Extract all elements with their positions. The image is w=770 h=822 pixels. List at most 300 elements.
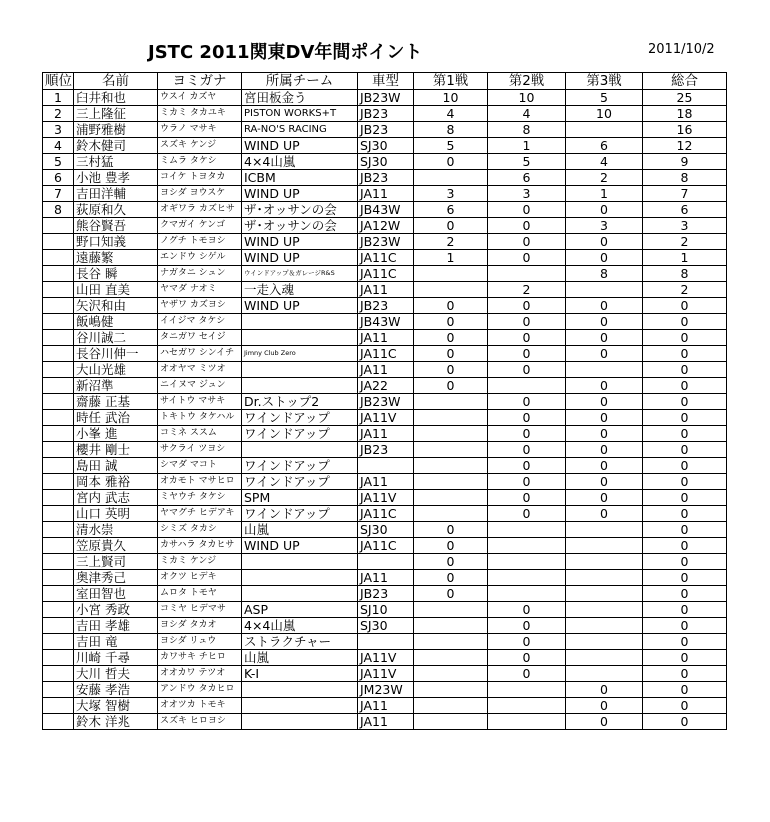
kana-cell: ノグチ トモヨシ xyxy=(158,234,242,250)
name-cell: 山口 英明 xyxy=(74,506,158,522)
total-cell: 0 xyxy=(643,330,727,346)
table-row xyxy=(43,474,727,490)
round1-cell: 0 xyxy=(414,554,488,570)
round2-cell: 0 xyxy=(488,602,566,618)
team-cell: ASP xyxy=(242,602,358,618)
team-cell xyxy=(242,442,358,458)
round2-cell: 6 xyxy=(488,170,566,186)
table-row xyxy=(43,698,727,714)
kana-cell: ミカミ タカユキ xyxy=(158,106,242,122)
kana-cell: トキトウ タケハル xyxy=(158,410,242,426)
team-cell: Dr.ストップ2 xyxy=(242,394,358,410)
team-cell: 山嵐 xyxy=(242,522,358,538)
team-cell: 4×4山嵐 xyxy=(242,618,358,634)
team-cell xyxy=(242,378,358,394)
name-cell: 三上賢司 xyxy=(74,554,158,570)
page-title: JSTC 2011関東DV年間ポイント xyxy=(148,42,423,63)
round1-cell: 0 xyxy=(414,586,488,602)
round1-cell xyxy=(414,634,488,650)
rank-cell xyxy=(43,474,74,490)
round2-cell: 0 xyxy=(488,650,566,666)
round3-cell xyxy=(566,282,643,298)
round3-cell: 0 xyxy=(566,698,643,714)
table-row xyxy=(43,378,727,394)
rank-cell xyxy=(43,618,74,634)
round3-cell: 6 xyxy=(566,138,643,154)
rank-cell xyxy=(43,634,74,650)
round2-cell: 0 xyxy=(488,394,566,410)
round1-cell: 0 xyxy=(414,378,488,394)
kana-cell: ミカミ ケンジ xyxy=(158,554,242,570)
rank-cell xyxy=(43,314,74,330)
car-cell: JB43W xyxy=(358,202,414,218)
team-cell: RA-NO'S RACING xyxy=(242,122,358,138)
round1-cell: 0 xyxy=(414,362,488,378)
table-row xyxy=(43,330,727,346)
total-cell: 12 xyxy=(643,138,727,154)
name-cell: 岡本 雅裕 xyxy=(74,474,158,490)
round1-cell xyxy=(414,474,488,490)
car-cell: JA11C xyxy=(358,266,414,282)
kana-cell: イイジマ タケシ xyxy=(158,314,242,330)
name-cell: 宮内 武志 xyxy=(74,490,158,506)
rank-cell xyxy=(43,602,74,618)
round3-cell xyxy=(566,650,643,666)
table-row xyxy=(43,218,727,234)
kana-cell: サイトウ マサキ xyxy=(158,394,242,410)
name-cell: 三村猛 xyxy=(74,154,158,170)
round1-cell: 3 xyxy=(414,186,488,202)
round1-cell: 0 xyxy=(414,570,488,586)
total-cell: 0 xyxy=(643,634,727,650)
round1-cell: 5 xyxy=(414,138,488,154)
total-cell: 8 xyxy=(643,170,727,186)
total-cell: 1 xyxy=(643,250,727,266)
round1-cell: 0 xyxy=(414,522,488,538)
col-round2-header: 第2戦 xyxy=(488,73,566,90)
table-row xyxy=(43,106,727,122)
total-cell: 0 xyxy=(643,618,727,634)
car-cell: JA11C xyxy=(358,538,414,554)
round1-cell xyxy=(414,490,488,506)
car-cell: JB23 xyxy=(358,122,414,138)
round3-cell xyxy=(566,538,643,554)
round2-cell xyxy=(488,538,566,554)
round3-cell: 0 xyxy=(566,378,643,394)
kana-cell: オギワラ カズヒサ xyxy=(158,202,242,218)
car-cell: JA11 xyxy=(358,714,414,730)
round2-cell: 0 xyxy=(488,330,566,346)
rank-cell xyxy=(43,586,74,602)
name-cell: 長谷川伸一 xyxy=(74,346,158,362)
team-cell xyxy=(242,714,358,730)
round3-cell: 0 xyxy=(566,474,643,490)
name-cell: 笠原貴久 xyxy=(74,538,158,554)
table-row xyxy=(43,314,727,330)
team-cell: ワインドアップ xyxy=(242,426,358,442)
round3-cell: 1 xyxy=(566,186,643,202)
team-cell: WIND UP xyxy=(242,138,358,154)
name-cell: 鈴木健司 xyxy=(74,138,158,154)
kana-cell: ヤマグチ ヒデアキ xyxy=(158,506,242,522)
name-cell: 時任 武治 xyxy=(74,410,158,426)
name-cell: 矢沢和由 xyxy=(74,298,158,314)
car-cell: JA11 xyxy=(358,570,414,586)
kana-cell: ニイヌマ ジュン xyxy=(158,378,242,394)
car-cell: JA11 xyxy=(358,282,414,298)
name-cell: 小池 豊孝 xyxy=(74,170,158,186)
round2-cell: 0 xyxy=(488,234,566,250)
name-cell: 川崎 千尋 xyxy=(74,650,158,666)
team-cell: 一走入魂 xyxy=(242,282,358,298)
rank-cell xyxy=(43,698,74,714)
kana-cell: スズキ ケンジ xyxy=(158,138,242,154)
round2-cell: 0 xyxy=(488,362,566,378)
name-cell: 櫻井 剛士 xyxy=(74,442,158,458)
rank-cell: 3 xyxy=(43,122,74,138)
team-cell xyxy=(242,698,358,714)
name-cell: 熊谷賢吾 xyxy=(74,218,158,234)
round1-cell xyxy=(414,394,488,410)
car-cell: JA11 xyxy=(358,474,414,490)
car-cell: JB23 xyxy=(358,298,414,314)
team-cell: Jimny Club Zero xyxy=(242,346,358,362)
team-cell: 山嵐 xyxy=(242,650,358,666)
points-table xyxy=(42,72,727,730)
rank-cell xyxy=(43,298,74,314)
car-cell: SJ30 xyxy=(358,138,414,154)
kana-cell: ナガタニ シュン xyxy=(158,266,242,282)
total-cell: 2 xyxy=(643,234,727,250)
round2-cell: 0 xyxy=(488,346,566,362)
rank-cell xyxy=(43,410,74,426)
round2-cell xyxy=(488,570,566,586)
round3-cell: 0 xyxy=(566,426,643,442)
rank-cell xyxy=(43,650,74,666)
total-cell: 16 xyxy=(643,122,727,138)
kana-cell: ミムラ タケシ xyxy=(158,154,242,170)
team-cell: SPM xyxy=(242,490,358,506)
total-cell: 0 xyxy=(643,650,727,666)
car-cell: JB23 xyxy=(358,170,414,186)
total-cell: 0 xyxy=(643,506,727,522)
round3-cell: 0 xyxy=(566,394,643,410)
rank-cell: 1 xyxy=(43,90,74,106)
rank-cell xyxy=(43,554,74,570)
team-cell xyxy=(242,682,358,698)
name-cell: 大川 哲夫 xyxy=(74,666,158,682)
total-cell: 0 xyxy=(643,538,727,554)
name-cell: 鈴木 洋兆 xyxy=(74,714,158,730)
round2-cell: 1 xyxy=(488,138,566,154)
name-cell: 荻原和久 xyxy=(74,202,158,218)
table-row xyxy=(43,266,727,282)
round2-cell: 0 xyxy=(488,218,566,234)
name-cell: 臼井和也 xyxy=(74,90,158,106)
total-cell: 0 xyxy=(643,378,727,394)
car-cell: SJ30 xyxy=(358,618,414,634)
car-cell: JA11 xyxy=(358,426,414,442)
rank-cell xyxy=(43,330,74,346)
team-cell xyxy=(242,330,358,346)
name-cell: 吉田洋輔 xyxy=(74,186,158,202)
car-cell: JB23W xyxy=(358,234,414,250)
team-cell xyxy=(242,314,358,330)
kana-cell: シマダ マコト xyxy=(158,458,242,474)
round1-cell: 0 xyxy=(414,330,488,346)
col-kana-header: ヨミガナ xyxy=(158,73,242,90)
car-cell: JB23W xyxy=(358,394,414,410)
round2-cell xyxy=(488,554,566,570)
table-row xyxy=(43,650,727,666)
total-cell: 6 xyxy=(643,202,727,218)
round2-cell: 4 xyxy=(488,106,566,122)
round1-cell: 0 xyxy=(414,538,488,554)
rank-cell xyxy=(43,682,74,698)
name-cell: 清水崇 xyxy=(74,522,158,538)
total-cell: 0 xyxy=(643,314,727,330)
kana-cell: コイケ トヨタカ xyxy=(158,170,242,186)
rank-cell xyxy=(43,266,74,282)
rank-cell xyxy=(43,714,74,730)
table-row xyxy=(43,250,727,266)
round1-cell xyxy=(414,666,488,682)
round2-cell: 5 xyxy=(488,154,566,170)
col-rank-header: 順位 xyxy=(43,73,74,90)
round2-cell: 0 xyxy=(488,298,566,314)
round2-cell xyxy=(488,522,566,538)
round2-cell: 2 xyxy=(488,282,566,298)
total-cell: 2 xyxy=(643,282,727,298)
table-row xyxy=(43,602,727,618)
round1-cell xyxy=(414,714,488,730)
table-row xyxy=(43,154,727,170)
table-row xyxy=(43,506,727,522)
total-cell: 0 xyxy=(643,586,727,602)
table-row xyxy=(43,570,727,586)
table-row xyxy=(43,490,727,506)
name-cell: 小峯 進 xyxy=(74,426,158,442)
round3-cell: 0 xyxy=(566,714,643,730)
rank-cell xyxy=(43,490,74,506)
document-date: 2011/10/2 xyxy=(648,42,715,57)
round1-cell: 2 xyxy=(414,234,488,250)
total-cell: 0 xyxy=(643,698,727,714)
name-cell: 遠藤繁 xyxy=(74,250,158,266)
round3-cell xyxy=(566,570,643,586)
total-cell: 18 xyxy=(643,106,727,122)
table-row xyxy=(43,298,727,314)
team-cell: WIND UP xyxy=(242,234,358,250)
kana-cell: カサハラ タカヒサ xyxy=(158,538,242,554)
round3-cell xyxy=(566,362,643,378)
round3-cell xyxy=(566,554,643,570)
name-cell: 島田 誠 xyxy=(74,458,158,474)
car-cell: JA11C xyxy=(358,346,414,362)
round1-cell: 8 xyxy=(414,122,488,138)
team-cell: WIND UP xyxy=(242,250,358,266)
car-cell: JB23 xyxy=(358,442,414,458)
round2-cell xyxy=(488,378,566,394)
round2-cell: 0 xyxy=(488,314,566,330)
table-row xyxy=(43,170,727,186)
kana-cell: ウスイ カズヤ xyxy=(158,90,242,106)
round3-cell: 0 xyxy=(566,234,643,250)
team-cell: ICBM xyxy=(242,170,358,186)
round2-cell: 0 xyxy=(488,490,566,506)
round3-cell: 0 xyxy=(566,442,643,458)
round3-cell: 0 xyxy=(566,410,643,426)
round1-cell xyxy=(414,682,488,698)
round3-cell: 0 xyxy=(566,298,643,314)
round2-cell: 0 xyxy=(488,506,566,522)
car-cell xyxy=(358,458,414,474)
total-cell: 0 xyxy=(643,714,727,730)
rank-cell xyxy=(43,346,74,362)
round2-cell: 0 xyxy=(488,202,566,218)
kana-cell: コミヤ ヒデマサ xyxy=(158,602,242,618)
round3-cell: 0 xyxy=(566,458,643,474)
rank-cell xyxy=(43,426,74,442)
team-cell: ウインドアップ＆ガレージR&S xyxy=(242,266,358,282)
kana-cell: オオヤマ ミツオ xyxy=(158,362,242,378)
round2-cell: 0 xyxy=(488,410,566,426)
team-cell: WIND UP xyxy=(242,186,358,202)
round2-cell: 0 xyxy=(488,634,566,650)
total-cell: 0 xyxy=(643,298,727,314)
round2-cell: 0 xyxy=(488,474,566,490)
kana-cell: オクツ ヒデキ xyxy=(158,570,242,586)
table-row xyxy=(43,586,727,602)
team-cell xyxy=(242,570,358,586)
round1-cell xyxy=(414,170,488,186)
car-cell: JA11V xyxy=(358,666,414,682)
car-cell: JA11V xyxy=(358,410,414,426)
round3-cell: 4 xyxy=(566,154,643,170)
round3-cell: 0 xyxy=(566,682,643,698)
round1-cell xyxy=(414,282,488,298)
car-cell: SJ10 xyxy=(358,602,414,618)
total-cell: 0 xyxy=(643,458,727,474)
car-cell: JM23W xyxy=(358,682,414,698)
team-cell: ストラクチャー xyxy=(242,634,358,650)
kana-cell: ウラノ マサキ xyxy=(158,122,242,138)
round2-cell xyxy=(488,682,566,698)
round2-cell: 0 xyxy=(488,442,566,458)
round1-cell xyxy=(414,618,488,634)
table-row xyxy=(43,682,727,698)
round2-cell: 10 xyxy=(488,90,566,106)
kana-cell: オカモト マサヒロ xyxy=(158,474,242,490)
total-cell: 0 xyxy=(643,346,727,362)
car-cell: JA11V xyxy=(358,490,414,506)
table-row xyxy=(43,538,727,554)
round3-cell xyxy=(566,522,643,538)
round1-cell: 0 xyxy=(414,154,488,170)
team-cell: 4×4山嵐 xyxy=(242,154,358,170)
total-cell: 0 xyxy=(643,442,727,458)
round1-cell: 1 xyxy=(414,250,488,266)
name-cell: 浦野雅樹 xyxy=(74,122,158,138)
kana-cell: アンドウ タカヒロ xyxy=(158,682,242,698)
name-cell: 新沼準 xyxy=(74,378,158,394)
team-cell xyxy=(242,362,358,378)
round1-cell: 0 xyxy=(414,346,488,362)
team-cell: WIND UP xyxy=(242,538,358,554)
table-row xyxy=(43,362,727,378)
round2-cell xyxy=(488,714,566,730)
col-name-header: 名前 xyxy=(74,73,158,90)
team-cell: PISTON WORKS+T xyxy=(242,106,358,122)
col-car-header: 車型 xyxy=(358,73,414,90)
kana-cell: クマガイ ケンゴ xyxy=(158,218,242,234)
round1-cell xyxy=(414,506,488,522)
rank-cell xyxy=(43,362,74,378)
total-cell: 0 xyxy=(643,522,727,538)
round1-cell: 0 xyxy=(414,218,488,234)
total-cell: 0 xyxy=(643,490,727,506)
round3-cell xyxy=(566,666,643,682)
round2-cell: 0 xyxy=(488,250,566,266)
table-row xyxy=(43,554,727,570)
kana-cell: エンドウ シゲル xyxy=(158,250,242,266)
total-cell: 9 xyxy=(643,154,727,170)
kana-cell: シミズ タカシ xyxy=(158,522,242,538)
kana-cell: タニガワ セイジ xyxy=(158,330,242,346)
round3-cell xyxy=(566,586,643,602)
car-cell: JA11V xyxy=(358,650,414,666)
name-cell: 小宮 秀政 xyxy=(74,602,158,618)
name-cell: 大塚 智樹 xyxy=(74,698,158,714)
name-cell: 飯嶋健 xyxy=(74,314,158,330)
round1-cell: 0 xyxy=(414,298,488,314)
round1-cell xyxy=(414,698,488,714)
rank-cell xyxy=(43,250,74,266)
table-row xyxy=(43,618,727,634)
header-row xyxy=(43,73,727,90)
table-row xyxy=(43,410,727,426)
round3-cell: 5 xyxy=(566,90,643,106)
kana-cell: ヨシダ ヨウスケ xyxy=(158,186,242,202)
rank-cell: 7 xyxy=(43,186,74,202)
car-cell: JA22 xyxy=(358,378,414,394)
round1-cell: 4 xyxy=(414,106,488,122)
kana-cell: スズキ ヒロヨシ xyxy=(158,714,242,730)
name-cell: 長谷 瞬 xyxy=(74,266,158,282)
col-team-header: 所属チーム xyxy=(242,73,358,90)
kana-cell: ハセガワ シンイチ xyxy=(158,346,242,362)
round1-cell xyxy=(414,266,488,282)
kana-cell: コミネ ススム xyxy=(158,426,242,442)
kana-cell: ヨシダ タカオ xyxy=(158,618,242,634)
team-cell: ザ･オッサンの会 xyxy=(242,202,358,218)
rank-cell: 8 xyxy=(43,202,74,218)
rank-cell xyxy=(43,538,74,554)
total-cell: 25 xyxy=(643,90,727,106)
kana-cell: オオツカ トモキ xyxy=(158,698,242,714)
rank-cell xyxy=(43,378,74,394)
round2-cell: 0 xyxy=(488,666,566,682)
kana-cell: カワサキ チヒロ xyxy=(158,650,242,666)
rank-cell xyxy=(43,506,74,522)
col-round1-header: 第1戦 xyxy=(414,73,488,90)
round3-cell: 2 xyxy=(566,170,643,186)
car-cell: JA11C xyxy=(358,250,414,266)
table-row xyxy=(43,426,727,442)
car-cell: JB43W xyxy=(358,314,414,330)
table-row xyxy=(43,666,727,682)
round1-cell: 6 xyxy=(414,202,488,218)
